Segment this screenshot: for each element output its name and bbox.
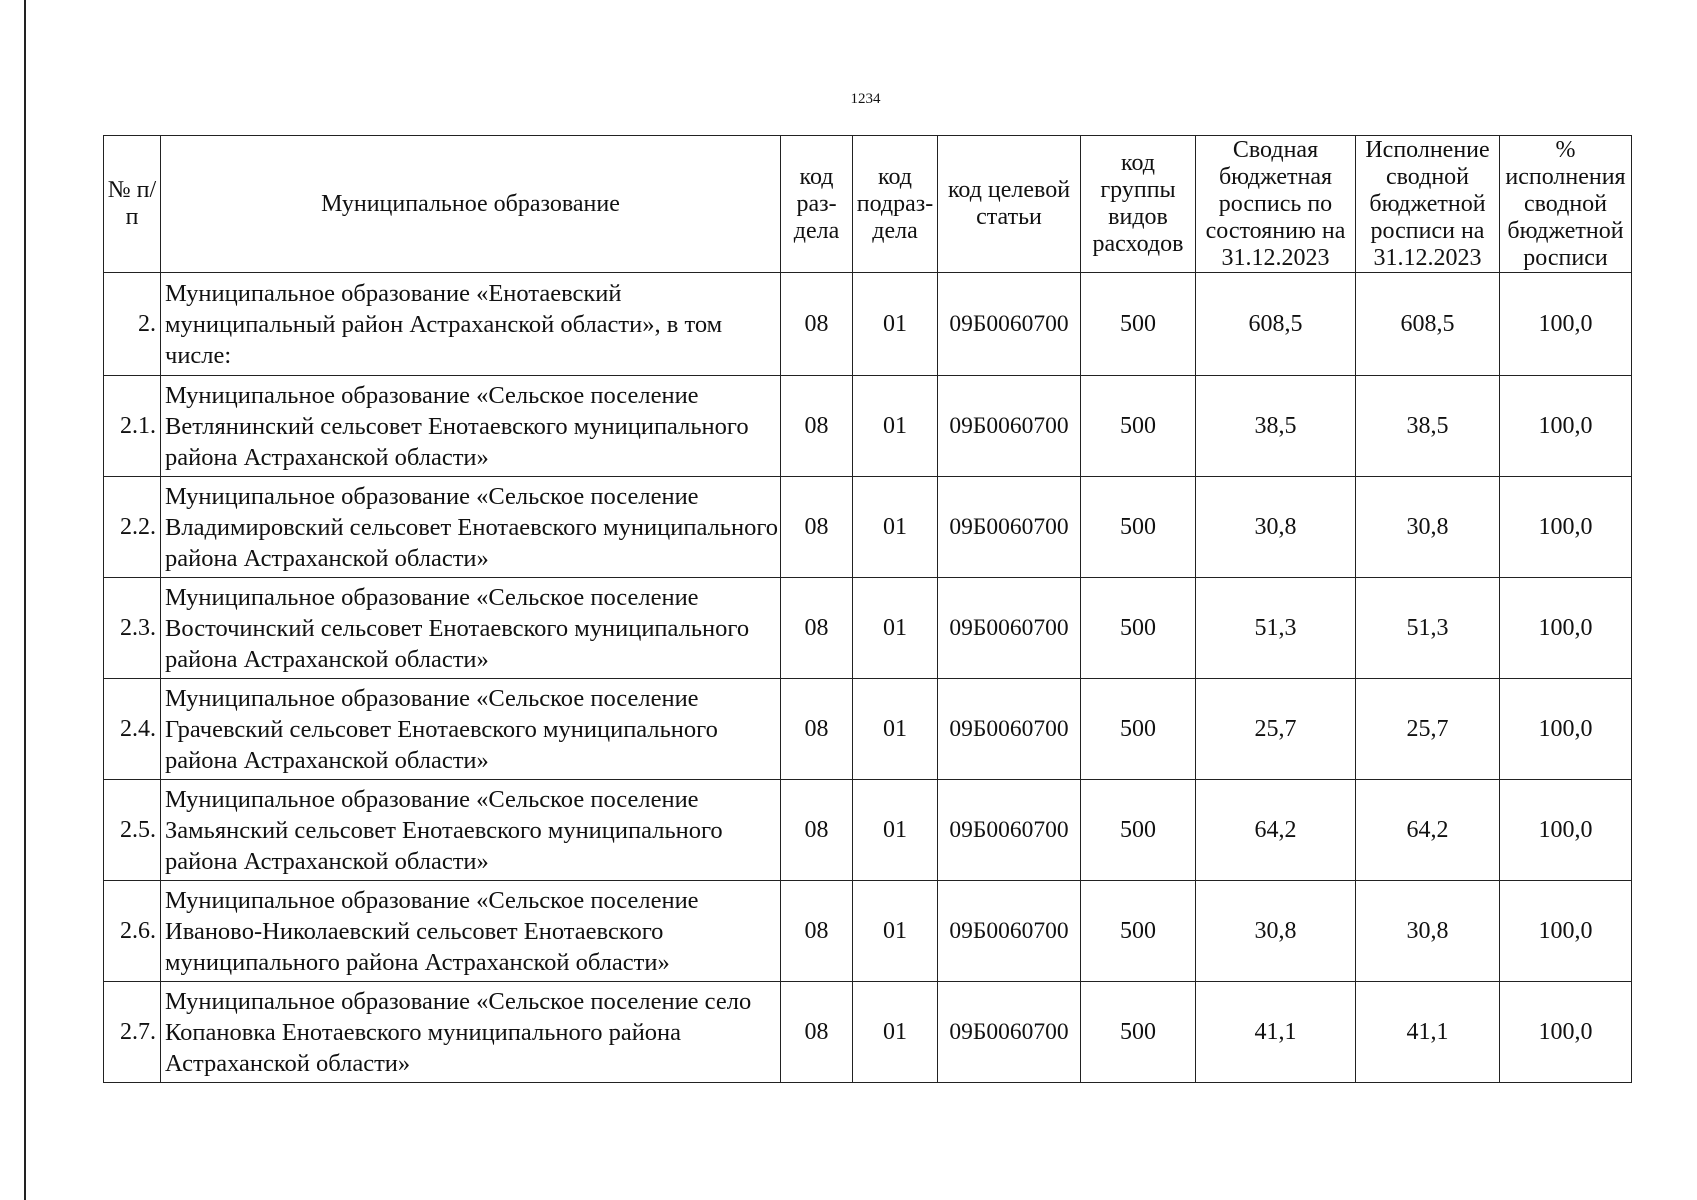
cell-municipality: Муниципальное образование «Сельское поселение Восточинский сельсовет Енотаевского муниципального района Астраханской области» [161, 578, 781, 679]
table-row [104, 273, 1632, 376]
cell-budget-execution: 38,5 [1356, 376, 1500, 477]
cell-subsection-code: 01 [853, 376, 938, 477]
table-header [104, 136, 1632, 273]
table-row [104, 578, 1632, 679]
cell-target-code: 09Б0060700 [938, 477, 1081, 578]
header-name: Муниципальное образование [161, 136, 781, 273]
cell-subsection-code: 01 [853, 679, 938, 780]
cell-expense-group: 500 [1081, 578, 1196, 679]
cell-subsection-code: 01 [853, 780, 938, 881]
cell-num: 2. [104, 273, 161, 376]
cell-expense-group: 500 [1081, 780, 1196, 881]
cell-execution-percent: 100,0 [1500, 578, 1632, 679]
cell-budget-execution: 30,8 [1356, 477, 1500, 578]
header-subsection-code: код подраз-дела [853, 136, 938, 273]
cell-num: 2.5. [104, 780, 161, 881]
cell-subsection-code: 01 [853, 273, 938, 376]
budget-execution-table [103, 135, 1632, 1083]
cell-execution-percent: 100,0 [1500, 780, 1632, 881]
cell-section-code: 08 [781, 273, 853, 376]
cell-expense-group: 500 [1081, 273, 1196, 376]
cell-expense-group: 500 [1081, 679, 1196, 780]
header-row [104, 136, 1632, 273]
cell-municipality: Муниципальное образование «Сельское поселение село Копановка Енотаевского муниципального района Астраханской области» [161, 982, 781, 1083]
cell-budget-execution: 41,1 [1356, 982, 1500, 1083]
cell-target-code: 09Б0060700 [938, 881, 1081, 982]
cell-num: 2.4. [104, 679, 161, 780]
cell-target-code: 09Б0060700 [938, 273, 1081, 376]
cell-budget-plan: 608,5 [1196, 273, 1356, 376]
cell-target-code: 09Б0060700 [938, 376, 1081, 477]
cell-num: 2.6. [104, 881, 161, 982]
cell-expense-group: 500 [1081, 477, 1196, 578]
header-expense-group-code: код группы видов расходов [1081, 136, 1196, 273]
header-budget-plan: Сводная бюджетная роспись по состоянию на 31.12.2023 [1196, 136, 1356, 273]
cell-section-code: 08 [781, 578, 853, 679]
cell-expense-group: 500 [1081, 881, 1196, 982]
cell-num: 2.2. [104, 477, 161, 578]
cell-section-code: 08 [781, 477, 853, 578]
cell-subsection-code: 01 [853, 578, 938, 679]
cell-execution-percent: 100,0 [1500, 477, 1632, 578]
header-num: № п/п [104, 136, 161, 273]
cell-section-code: 08 [781, 780, 853, 881]
cell-target-code: 09Б0060700 [938, 780, 1081, 881]
cell-target-code: 09Б0060700 [938, 679, 1081, 780]
cell-budget-plan: 38,5 [1196, 376, 1356, 477]
cell-num: 2.1. [104, 376, 161, 477]
cell-municipality: Муниципальное образование «Сельское поселение Ивановo-Николаевский сельсовет Енотаевского муниципального района Астраханской области» [161, 881, 781, 982]
cell-municipality: Муниципальное образование «Сельское поселение Ветлянинский сельсовет Енотаевского муниципального района Астраханской области» [161, 376, 781, 477]
cell-execution-percent: 100,0 [1500, 679, 1632, 780]
table-row [104, 679, 1632, 780]
binding-edge-line [24, 0, 26, 1200]
cell-expense-group: 500 [1081, 982, 1196, 1083]
table-row [104, 881, 1632, 982]
cell-budget-plan: 64,2 [1196, 780, 1356, 881]
cell-target-code: 09Б0060700 [938, 982, 1081, 1083]
header-execution-percent: % исполнения сводной бюджетной росписи [1500, 136, 1632, 273]
cell-municipality: Муниципальное образование «Сельское поселение Владимировский сельсовет Енотаевского муниципального района Астраханской области» [161, 477, 781, 578]
cell-budget-execution: 64,2 [1356, 780, 1500, 881]
cell-budget-plan: 30,8 [1196, 881, 1356, 982]
cell-num: 2.3. [104, 578, 161, 679]
table-body [104, 273, 1632, 1083]
table-row [104, 982, 1632, 1083]
cell-num: 2.7. [104, 982, 161, 1083]
cell-municipality: Муниципальное образование «Сельское поселение Замьянский сельсовет Енотаевского муниципального района Астраханской области» [161, 780, 781, 881]
header-section-code: код раз-дела [781, 136, 853, 273]
cell-section-code: 08 [781, 376, 853, 477]
header-budget-execution: Исполнение сводной бюджетной росписи на 31.12.2023 [1356, 136, 1500, 273]
cell-target-code: 09Б0060700 [938, 578, 1081, 679]
cell-budget-execution: 25,7 [1356, 679, 1500, 780]
cell-section-code: 08 [781, 679, 853, 780]
cell-budget-execution: 51,3 [1356, 578, 1500, 679]
cell-budget-execution: 608,5 [1356, 273, 1500, 376]
cell-budget-plan: 41,1 [1196, 982, 1356, 1083]
table-row [104, 780, 1632, 881]
header-target-code: код целевой статьи [938, 136, 1081, 273]
cell-execution-percent: 100,0 [1500, 376, 1632, 477]
cell-execution-percent: 100,0 [1500, 273, 1632, 376]
cell-budget-execution: 30,8 [1356, 881, 1500, 982]
cell-subsection-code: 01 [853, 477, 938, 578]
cell-expense-group: 500 [1081, 376, 1196, 477]
cell-section-code: 08 [781, 881, 853, 982]
cell-municipality: Муниципальное образование «Енотаевский муниципальный район Астраханской области», в том числе: [161, 273, 781, 376]
cell-budget-plan: 30,8 [1196, 477, 1356, 578]
cell-execution-percent: 100,0 [1500, 881, 1632, 982]
cell-budget-plan: 25,7 [1196, 679, 1356, 780]
cell-section-code: 08 [781, 982, 853, 1083]
cell-municipality: Муниципальное образование «Сельское поселение Грачевский сельсовет Енотаевского муниципального района Астраханской области» [161, 679, 781, 780]
cell-subsection-code: 01 [853, 982, 938, 1083]
table-row [104, 477, 1632, 578]
page-number: 1234 [850, 91, 881, 107]
cell-execution-percent: 100,0 [1500, 982, 1632, 1083]
cell-subsection-code: 01 [853, 881, 938, 982]
cell-budget-plan: 51,3 [1196, 578, 1356, 679]
table-row [104, 376, 1632, 477]
